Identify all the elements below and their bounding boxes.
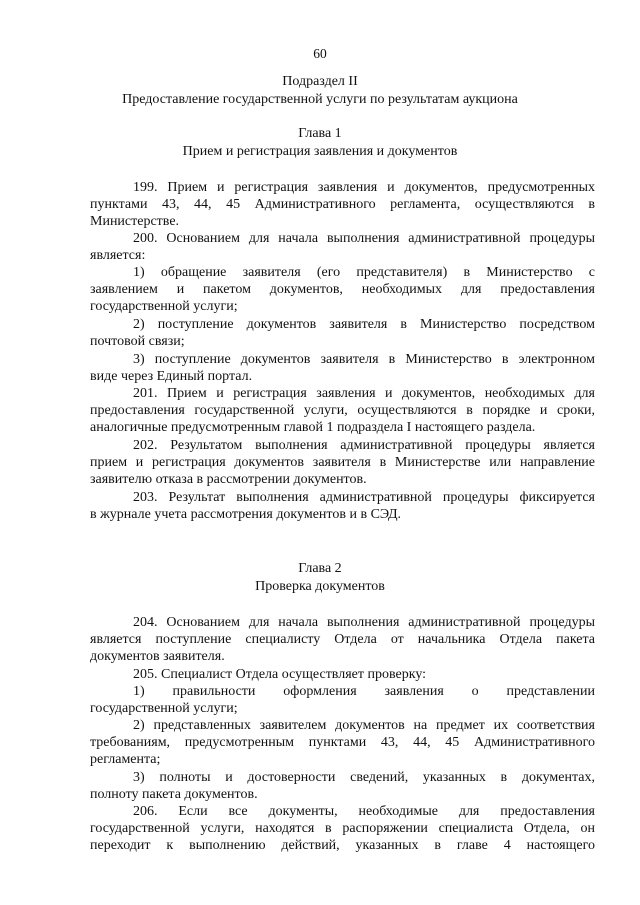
text-line: 1) обращение заявителя (его представителя) в Министерство с xyxy=(133,265,595,280)
paragraph-200-item-2 xyxy=(90,316,595,350)
text-line: 205. Специалист Отдела осуществляет проверку: xyxy=(133,667,427,682)
paragraph-200 xyxy=(90,230,595,264)
paragraph-202 xyxy=(90,437,595,488)
paragraph-205-item-3 xyxy=(90,769,595,803)
text-line: государственной услуги; xyxy=(90,299,238,314)
paragraph-204 xyxy=(90,614,595,665)
text-line: 3) полноты и достоверности сведений, указанных в документах, xyxy=(133,770,595,785)
text-line: заявлением и пакетом документов, необходимых для предоставления xyxy=(90,282,595,297)
text-line: 203. Результат выполнения административной процедуры фиксируется xyxy=(133,490,595,505)
text-line: аналогичные предусмотренным главой 1 подраздела I настоящего раздела. xyxy=(90,420,536,435)
text-line: является поступление специалисту Отдела от начальника Отдела пакета xyxy=(90,632,595,647)
text-line: 201. Прием и регистрация заявления и документов, необходимых для xyxy=(133,386,595,401)
chapter1-label: Глава 1 xyxy=(298,126,342,141)
paragraph-199 xyxy=(90,179,595,230)
text-line: документов заявителя. xyxy=(90,649,225,664)
chapter2-label: Глава 2 xyxy=(298,561,342,576)
text-line: государственной услуги; xyxy=(90,701,238,716)
page-number: 60 xyxy=(313,46,327,61)
text-line: 1) правильности оформления заявления о представлении xyxy=(133,684,595,699)
text-line: 206. Если все документы, необходимые для предоставления xyxy=(133,804,595,819)
text-line: почтовой связи; xyxy=(90,334,185,349)
text-line: требованиям, предусмотренным пунктами 43, 44, 45 Административного xyxy=(90,735,595,750)
text-line: полноту пакета документов. xyxy=(90,787,258,802)
text-line: 204. Основанием для начала выполнения административной процедуры xyxy=(133,615,595,630)
text-line: 199. Прием и регистрация заявления и документов, предусмотренных xyxy=(133,180,595,195)
paragraph-205-item-1 xyxy=(90,683,595,717)
paragraph-200-item-3 xyxy=(90,351,595,385)
text-line: переходит к выполнению действий, указанных в главе 4 настоящего xyxy=(90,838,595,853)
paragraph-205 xyxy=(90,666,595,683)
text-line: виде через Единый портал. xyxy=(90,369,253,384)
text-line: регламента; xyxy=(90,752,161,767)
paragraph-203 xyxy=(90,489,595,523)
paragraph-205-item-2 xyxy=(90,717,595,768)
text-line: Министерстве. xyxy=(90,214,180,229)
subsection-title: Предоставление государственной услуги по результатам аукциона xyxy=(122,92,518,107)
text-line: предоставления государственной услуги, осуществляются в порядке и сроки, xyxy=(90,403,595,418)
subsection-label: Подраздел II xyxy=(282,74,358,89)
paragraph-200-item-1 xyxy=(90,264,595,315)
text-line: государственной услуги, находятся в распоряжении специалиста Отдела, он xyxy=(90,821,595,836)
chapter2-title: Проверка документов xyxy=(255,579,385,594)
text-line: прием и регистрация документов заявителя в Министерстве или направление xyxy=(90,455,595,470)
paragraph-201 xyxy=(90,385,595,436)
text-line: заявителю отказа в рассмотрении документов. xyxy=(90,472,367,487)
text-line: в журнале учета рассмотрения документов и в СЭД. xyxy=(90,507,402,522)
paragraph-206 xyxy=(90,803,595,854)
text-line: 200. Основанием для начала выполнения административной процедуры xyxy=(133,231,595,246)
text-line: 3) поступление документов заявителя в Министерство в электронном xyxy=(133,352,595,367)
text-line: пунктами 43, 44, 45 Административного регламента, осуществляются в xyxy=(90,197,595,212)
text-line: является: xyxy=(90,248,146,263)
text-line: 2) представленных заявителем документов на предмет их соответствия xyxy=(133,718,595,733)
text-line: 2) поступление документов заявителя в Министерство посредством xyxy=(133,317,595,332)
chapter1-title: Прием и регистрация заявления и документов xyxy=(182,144,458,159)
text-line: 202. Результатом выполнения административной процедуры является xyxy=(133,438,595,453)
